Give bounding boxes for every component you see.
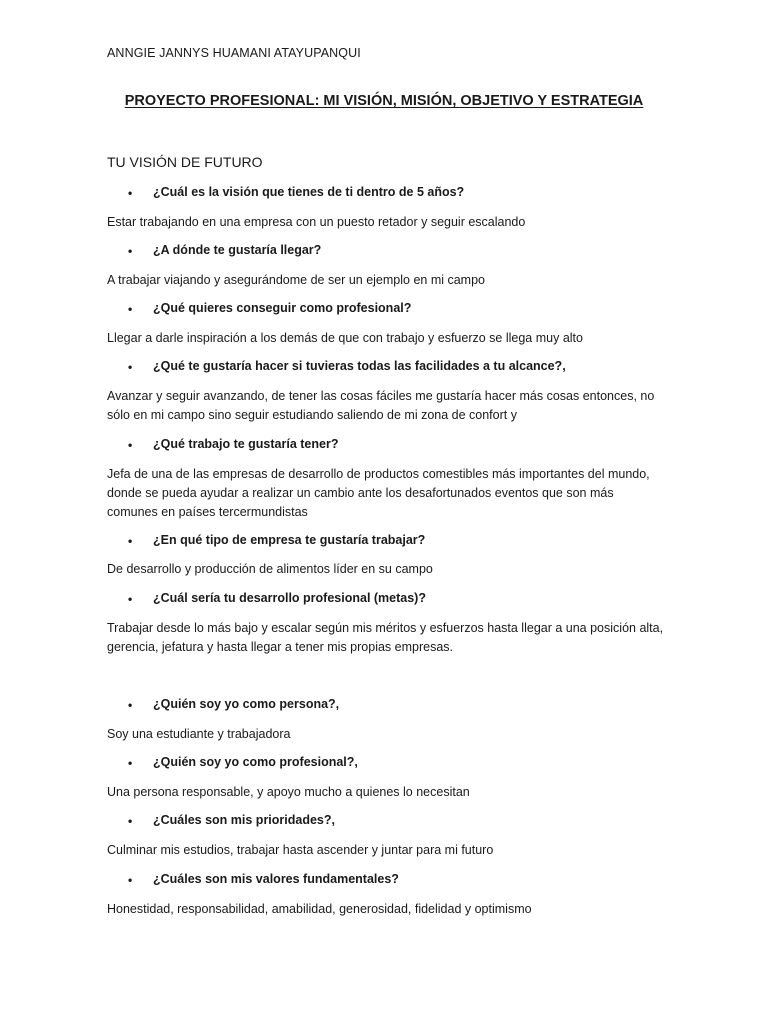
question: ¿Cuáles son mis prioridades?, [153,813,335,827]
section-heading: TU VISIÓN DE FUTURO [107,154,263,170]
bullet-icon: • [128,534,133,548]
document-title: PROYECTO PROFESIONAL: MI VISIÓN, MISIÓN, OBJETIVO Y ESTRATEGIA [124,93,644,109]
question: ¿Quién soy yo como persona?, [153,697,340,711]
answer: Jefa de una de las empresas de desarrollo de productos comestibles más importantes del mundo, donde se pueda ayudar a realizar un cambio ante los desafortunados eventos que son más comunes en países tercermundistas [107,467,650,519]
answer: Llegar a darle inspiración a los demás de que con trabajo y esfuerzo se llega muy alto [107,331,583,345]
bullet-icon: • [128,592,133,606]
bullet-icon: • [128,302,133,316]
answer: Soy una estudiante y trabajadora [107,727,291,741]
question: ¿En qué tipo de empresa te gustaría trabajar? [153,533,426,547]
answer: Avanzar y seguir avanzando, de tener las cosas fáciles me gustaría hacer más cosas entonces, no sólo en mi campo sino seguir estudiando saliendo de mi zona de confort y [107,389,655,422]
answer: Estar trabajando en una empresa con un puesto retador y seguir escalando [107,215,526,229]
answer: Culminar mis estudios, trabajar hasta ascender y juntar para mi futuro [107,843,494,857]
bullet-icon: • [128,244,133,258]
bullet-icon: • [128,814,133,828]
author-name: ANNGIE JANNYS HUAMANI ATAYUPANQUI [107,46,361,60]
bullet-icon: • [128,756,133,770]
bullet-icon: • [128,438,133,452]
question: ¿Qué trabajo te gustaría tener? [153,437,339,451]
bullet-icon: • [128,698,133,712]
question: ¿Cuál sería tu desarrollo profesional (metas)? [153,591,426,605]
question: ¿Qué te gustaría hacer si tuvieras todas las facilidades a tu alcance?, [153,359,566,373]
question: ¿Qué quieres conseguir como profesional? [153,301,412,315]
question: ¿Cuál es la visión que tienes de ti dentro de 5 años? [153,185,465,199]
answer: Trabajar desde lo más bajo y escalar según mis méritos y esfuerzos hasta llegar a una posición alta, gerencia, jefatura y hasta llegar a tener mis propias empresas. [107,621,664,654]
bullet-icon: • [128,873,133,887]
question: ¿A dónde te gustaría llegar? [153,243,322,257]
bullet-icon: • [128,186,133,200]
answer: Una persona responsable, y apoyo mucho a quienes lo necesitan [107,785,470,799]
bullet-icon: • [128,360,133,374]
answer: A trabajar viajando y asegurándome de ser un ejemplo en mi campo [107,273,485,287]
answer: De desarrollo y producción de alimentos líder en su campo [107,562,433,576]
answer: Honestidad, responsabilidad, amabilidad, generosidad, fidelidad y optimismo [107,902,532,916]
question: ¿Quién soy yo como profesional?, [153,755,358,769]
question: ¿Cuáles son mis valores fundamentales? [153,872,399,886]
